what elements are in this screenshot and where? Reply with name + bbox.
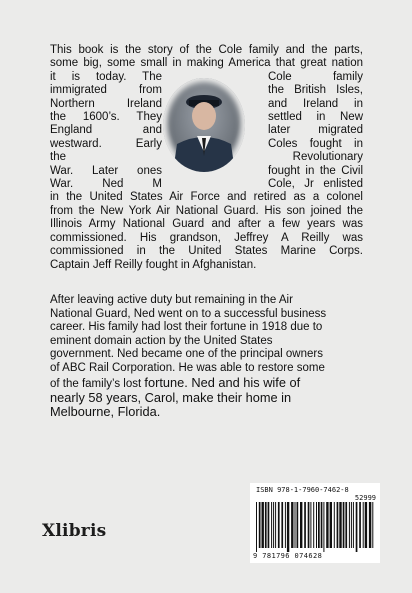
author-photo bbox=[163, 78, 245, 172]
text-line-left: it is today. The bbox=[50, 70, 162, 83]
text-segment: of the family’s lost bbox=[50, 377, 145, 390]
barcode-bar bbox=[356, 502, 358, 552]
text-line: eminent domain action by the United States bbox=[50, 334, 273, 347]
text-line: career. His family had lost their fortune in 1918 due to bbox=[50, 321, 323, 334]
barcode-bar bbox=[359, 502, 361, 548]
text-line-right: settled in New bbox=[268, 111, 363, 124]
barcode-bar bbox=[295, 502, 296, 548]
barcode-bar bbox=[365, 502, 367, 548]
text-line: National Guard, Ned went on to a successful business bbox=[50, 307, 327, 320]
author-portrait-icon bbox=[163, 78, 245, 172]
text-line-right: Cole family bbox=[268, 70, 363, 83]
barcode-bar bbox=[353, 502, 354, 548]
text-line: government. Ned became one of the principal owners bbox=[50, 348, 323, 361]
text-line: some big, some small in making America that great nation bbox=[50, 57, 363, 70]
barcode-bar bbox=[285, 502, 286, 548]
text-line: from the New York Air National Guard. His son joined the bbox=[50, 204, 363, 217]
text-line: of ABC Rail Corporation. He was able to restore some bbox=[50, 361, 325, 374]
synopsis-paragraph-2 bbox=[50, 294, 350, 418]
text-line bbox=[50, 376, 350, 392]
text-line-right: Revolutionary bbox=[292, 151, 363, 164]
barcode-bar bbox=[343, 502, 345, 548]
text-line-left: the 1600’s. They bbox=[50, 111, 162, 124]
barcode-bar bbox=[334, 502, 335, 548]
text-segment: fortune. Ned and his wife of bbox=[144, 374, 301, 390]
text-line-left: War. Ned M bbox=[50, 178, 162, 191]
barcode-bar bbox=[271, 502, 272, 548]
barcode-bar bbox=[291, 502, 293, 548]
barcode-bars bbox=[256, 502, 376, 552]
text-line: Melbourne, Florida. bbox=[50, 403, 161, 419]
barcode-bar bbox=[345, 502, 347, 548]
isbn-text: ISBN 978-1-7960-7462-8 bbox=[256, 486, 349, 494]
text-line: Illinois Army National Guard and after a few years was bbox=[50, 218, 363, 231]
barcode-bar bbox=[316, 502, 317, 548]
barcode-bar bbox=[321, 502, 323, 548]
text-line: This book is the story of the Cole family and the parts, bbox=[50, 44, 363, 56]
barcode-bar bbox=[349, 502, 350, 548]
text-line-right: later migrated bbox=[268, 124, 363, 137]
barcode-digits: 9 781796 074628 bbox=[253, 552, 323, 560]
text-line-right: and Ireland in bbox=[268, 97, 363, 110]
price-code: 52999 bbox=[354, 494, 376, 502]
barcode-bar bbox=[326, 502, 328, 548]
text-line: nearly 58 years, Carol, make their home in bbox=[50, 390, 292, 406]
barcode-bar bbox=[304, 502, 306, 548]
barcode-bar bbox=[287, 502, 289, 552]
isbn-barcode bbox=[250, 483, 380, 563]
barcode-bar bbox=[330, 502, 332, 548]
text-line: commissioned in the United States Marine Corps. bbox=[50, 245, 363, 258]
barcode-bar bbox=[268, 502, 270, 548]
text-line: After leaving active duty but remaining in the Air bbox=[50, 294, 293, 306]
text-line-right: the British Isles, bbox=[268, 84, 363, 97]
text-line: commissioned. His grandson, Jeffrey A Reilly was bbox=[50, 231, 363, 244]
barcode-bar bbox=[259, 502, 261, 548]
barcode-bar bbox=[313, 502, 314, 548]
text-line-left: Northern Ireland bbox=[50, 97, 162, 110]
text-line-left: westward. Early bbox=[50, 137, 162, 150]
barcode-bar bbox=[273, 502, 274, 548]
text-line-split bbox=[50, 178, 363, 191]
text-line-left: England and bbox=[50, 124, 162, 137]
text-line-left: immigrated from bbox=[50, 84, 162, 97]
barcode-bar bbox=[265, 502, 267, 548]
text-line: in the United States Air Force and retired as a colonel bbox=[50, 191, 363, 204]
barcode-bar bbox=[369, 502, 371, 548]
text-line-left: the bbox=[50, 151, 66, 164]
barcode-bar bbox=[310, 502, 311, 548]
barcode-bar bbox=[351, 502, 352, 548]
barcode-bar bbox=[297, 502, 299, 548]
barcode-bar bbox=[372, 502, 373, 548]
barcode-bar bbox=[339, 502, 341, 548]
text-line-right: Coles fought in bbox=[268, 137, 363, 150]
barcode-bar bbox=[256, 502, 257, 552]
barcode-bar bbox=[337, 502, 339, 548]
text-line-right: Cole, Jr enlisted bbox=[268, 178, 363, 191]
text-line-left: War. Later ones bbox=[50, 164, 162, 177]
barcode-bar bbox=[281, 502, 283, 548]
barcode-bar bbox=[323, 502, 324, 552]
barcode-bar bbox=[308, 502, 310, 548]
text-line: Captain Jeff Reilly fought in Afghanistan. bbox=[50, 258, 257, 271]
barcode-bar bbox=[275, 502, 276, 548]
barcode-bar bbox=[363, 502, 364, 548]
barcode-bar bbox=[278, 502, 280, 548]
barcode-bar bbox=[318, 502, 320, 548]
barcode-bar bbox=[262, 502, 264, 548]
publisher-logo: Xlibris bbox=[42, 521, 107, 541]
barcode-bar bbox=[300, 502, 302, 548]
text-line-right: fought in the Civil bbox=[268, 164, 363, 177]
